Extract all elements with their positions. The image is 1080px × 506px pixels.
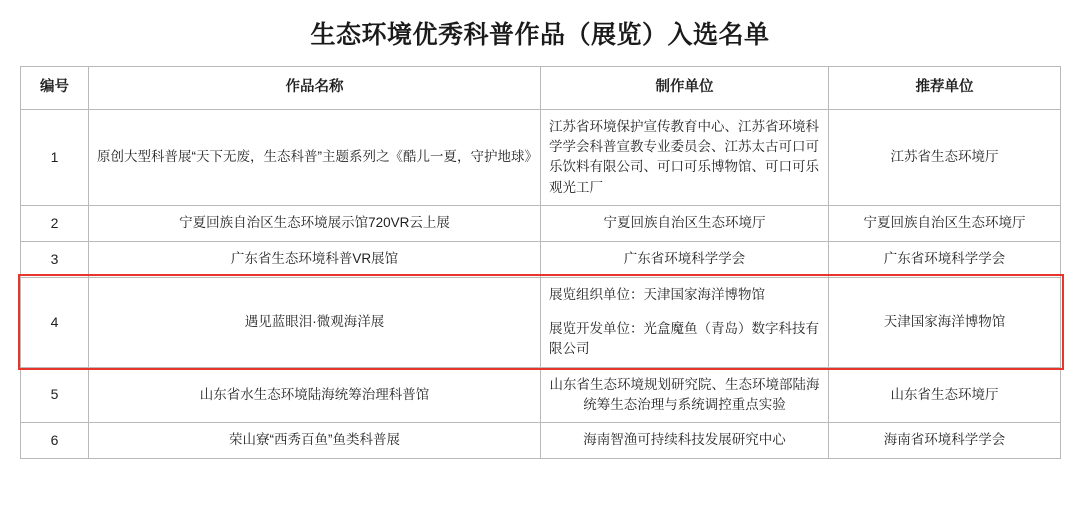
column-header-recommender: 推荐单位 (829, 67, 1061, 110)
cell-maker (541, 109, 829, 205)
maker-line: 海南智渔可持续科技发展研究中心 (583, 432, 786, 448)
cell-maker (541, 205, 829, 241)
cell-maker (541, 367, 829, 423)
table-row (21, 205, 1061, 241)
column-header-no: 编号 (21, 67, 89, 110)
table-row (21, 423, 1061, 459)
table-body (21, 109, 1061, 458)
table-row (21, 241, 1061, 277)
maker-line: 江苏省环境保护宣传教育中心、江苏省环境科学学会科普宣教专业委员会、江苏太古可口可乐饮料有限公司、可口可乐博物馆、可口可乐观光工厂 (549, 118, 819, 195)
table-header-row (21, 67, 1061, 110)
cell-work-name: 原创大型科普展“天下无废，生态科普”主题系列之《酷儿一夏，守护地球》 (89, 109, 541, 205)
cell-recommender: 江苏省生态环境厅 (829, 109, 1061, 205)
cell-recommender: 山东省生态环境厅 (829, 367, 1061, 423)
cell-recommender: 海南省环境科学学会 (829, 423, 1061, 459)
cell-no: 5 (21, 367, 89, 423)
cell-recommender: 广东省环境科学学会 (829, 241, 1061, 277)
cell-recommender: 天津国家海洋博物馆 (829, 277, 1061, 367)
maker-line: 展览开发单位：光盒魔鱼（青岛）数字科技有限公司 (549, 321, 819, 357)
cell-work-name: 广东省生态环境科普VR展馆 (89, 241, 541, 277)
maker-line: 山东省生态环境规划研究院、生态环境部陆海统筹生态治理与系统调控重点实验 (549, 376, 820, 412)
table-row (21, 277, 1061, 367)
cell-recommender: 宁夏回族自治区生态环境厅 (829, 205, 1061, 241)
table-row (21, 367, 1061, 423)
cell-maker (541, 277, 829, 367)
column-header-name: 作品名称 (89, 67, 541, 110)
cell-work-name: 山东省水生态环境陆海统筹治理科普馆 (89, 367, 541, 423)
cell-work-name: 荣山寮“西秀百鱼”鱼类科普展 (89, 423, 541, 459)
cell-work-name: 遇见蓝眼泪·微观海洋展 (89, 277, 541, 367)
maker-line: 宁夏回族自治区生态环境厅 (603, 215, 766, 231)
selection-list-table (20, 66, 1061, 459)
page-title: 生态环境优秀科普作品（展览）入选名单 (310, 21, 770, 49)
cell-no: 3 (21, 241, 89, 277)
cell-no: 1 (21, 109, 89, 205)
cell-maker (541, 241, 829, 277)
maker-line: 展览组织单位：天津国家海洋博物馆 (549, 286, 765, 302)
cell-no: 2 (21, 205, 89, 241)
cell-maker (541, 423, 829, 459)
cell-work-name: 宁夏回族自治区生态环境展示馆720VR云上展 (89, 205, 541, 241)
maker-line: 广东省环境科学学会 (623, 251, 746, 267)
cell-no: 6 (21, 423, 89, 459)
cell-no: 4 (21, 277, 89, 367)
table-row (21, 109, 1061, 205)
table-container (20, 66, 1060, 459)
column-header-maker: 制作单位 (541, 67, 829, 110)
